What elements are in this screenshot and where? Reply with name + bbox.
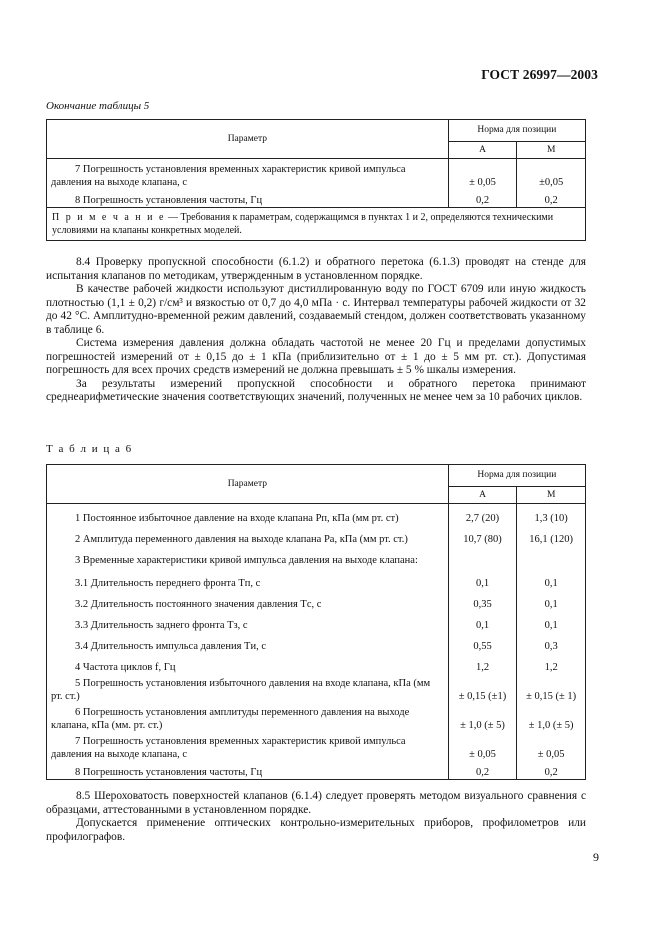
t6-a: 10,7 (80)	[448, 525, 517, 546]
t5-m: 0,2	[517, 189, 586, 208]
t6-col-m: М	[517, 487, 586, 504]
t5-a: ± 0,05	[448, 159, 517, 189]
t6-m: 1,2	[517, 653, 586, 674]
t6-m: 0,1	[517, 567, 586, 590]
t5-col-norm: Норма для позиции	[448, 120, 585, 142]
paragraph: Система измерения давления должна обладать частотой не менее 20 Гц и пределами допустимых погрешностей измерений от ± 0,15 до ± 1 кПа (приблизительно от ± 1 до ± 5 мм рт. ст.). Допустимая погрешность для всех прочих средств измерений не должна превышать ± 5 % шкалы измерения.	[46, 337, 586, 376]
table-row	[47, 632, 586, 653]
table-6	[46, 464, 586, 780]
t5-m: ±0,05	[517, 159, 586, 189]
t5-param: 8 Погрешность установления частоты, Гц	[47, 189, 449, 208]
table-row	[47, 590, 586, 611]
paragraph: 8.4 Проверку пропускной способности (6.1.2) и обратного перетока (6.1.3) проводят на стенде для испытания клапанов по методикам, утвержденным в установленном порядке.	[46, 256, 586, 282]
t6-a: 0,2	[448, 761, 517, 780]
paragraph: За результаты измерений пропускной способности и обратного перетока принимают среднеарифметические значения соответствующих значений, полученных не менее чем за 10 рабочих циклов.	[46, 377, 586, 403]
t6-param: 4 Частота циклов f, Гц	[47, 653, 449, 674]
t6-m: 0,2	[517, 761, 586, 780]
t6-a: 0,55	[448, 632, 517, 653]
table-row	[47, 611, 586, 632]
t6-a: ± 0,15 (±1)	[448, 674, 517, 703]
t6-a	[448, 546, 517, 567]
t6-param: 8 Погрешность установления частоты, Гц	[47, 761, 449, 780]
t6-col-norm: Норма для позиции	[448, 465, 585, 487]
table-row	[47, 525, 586, 546]
t6-col-param: Параметр	[47, 465, 449, 504]
table-row	[47, 653, 586, 674]
t6-param: 2 Амплитуда переменного давления на выходе клапана Pa, кПа (мм рт. ст.)	[47, 525, 449, 546]
table-row	[47, 159, 586, 189]
t6-a: 0,1	[448, 611, 517, 632]
table-row	[47, 761, 586, 780]
t5-col-m: М	[517, 142, 586, 159]
t6-m: 0,3	[517, 632, 586, 653]
paragraph: В качестве рабочей жидкости используют дистиллированную воду по ГОСТ 6709 или иную жидкость плотностью (1,1 ± 0,2) г/см³ и вязкостью от 0,7 до 4,0 мПа · с. Интервал температуры рабочей жидкости от 32 до 42 °С. Амплитудно-временной режим давлений, создаваемый стендом, должен соответствовать указанному в таблице 6.	[46, 283, 586, 336]
t6-param: 3.1 Длительность переднего фронта Tп, с	[47, 567, 449, 590]
t6-m: 1,3 (10)	[517, 504, 586, 525]
t6-param: 3.4 Длительность импульса давления Tи, с	[47, 632, 449, 653]
section-8-4	[46, 256, 586, 405]
document-header: ГОСТ 26997—2003	[481, 67, 598, 82]
section-8-5	[46, 790, 586, 844]
t6-a: 1,2	[448, 653, 517, 674]
t6-m: ± 0,15 (± 1)	[517, 674, 586, 703]
t6-m: 16,1 (120)	[517, 525, 586, 546]
t6-m: ± 1,0 (± 5)	[517, 703, 586, 732]
t6-param: 3 Временные характеристики кривой импульса давления на выходе клапана:	[47, 546, 449, 567]
note-label: П р и м е ч а н и е	[52, 212, 166, 223]
t6-m	[517, 546, 586, 567]
table-5	[46, 119, 586, 241]
table-row	[47, 504, 586, 525]
paragraph: Допускается применение оптических контрольно-измерительных приборов, профилометров или профилографов.	[46, 817, 586, 843]
t6-param: 7 Погрешность установления временных характеристик кривой импульса давления на выходе клапана, с	[47, 732, 449, 761]
t6-m: 0,1	[517, 590, 586, 611]
t6-param: 3.3 Длительность заднего фронта Tз, с	[47, 611, 449, 632]
t6-param: 6 Погрешность установления амплитуды переменного давления на выходе клапана, кПа (мм. рт. ст.)	[47, 703, 449, 732]
table-row	[47, 546, 586, 567]
table-row	[47, 732, 586, 761]
t6-a: 2,7 (20)	[448, 504, 517, 525]
t6-a: ± 0,05	[448, 732, 517, 761]
t6-param: 5 Погрешность установления избыточного давления на входе клапана, кПа (мм рт. ст.)	[47, 674, 449, 703]
table5-caption: Окончание таблицы 5	[46, 100, 150, 112]
table5-note	[47, 208, 586, 241]
table-row	[47, 674, 586, 703]
t6-m: ± 0,05	[517, 732, 586, 761]
t6-col-a: А	[448, 487, 517, 504]
t6-param: 3.2 Длительность постоянного значения давления Tс, с	[47, 590, 449, 611]
note-text: — Требования к параметрам, содержащимся в пунктах 1 и 2, определяются техническими условиями на клапаны конкретных моделей.	[52, 212, 554, 236]
t6-a: 0,35	[448, 590, 517, 611]
page-number: 9	[593, 850, 599, 864]
t6-m: 0,1	[517, 611, 586, 632]
t6-param: 1 Постоянное избыточное давление на входе клапана Pп, кПа (мм рт. ст)	[47, 504, 449, 525]
t5-param: 7 Погрешность установления временных характеристик кривой импульса давления на выходе клапана, с	[47, 159, 449, 189]
table-row	[47, 189, 586, 208]
t6-a: 0,1	[448, 567, 517, 590]
table-row	[47, 567, 586, 590]
t5-a: 0,2	[448, 189, 517, 208]
t6-a: ± 1,0 (± 5)	[448, 703, 517, 732]
t5-col-a: А	[448, 142, 517, 159]
table6-caption: Т а б л и ц а 6	[46, 443, 133, 455]
paragraph: 8.5 Шероховатость поверхностей клапанов (6.1.4) следует проверять методом визуального сравнения с образцами, аттестованными в установленном порядке.	[46, 790, 586, 816]
table-row	[47, 703, 586, 732]
t5-col-param: Параметр	[47, 120, 449, 159]
